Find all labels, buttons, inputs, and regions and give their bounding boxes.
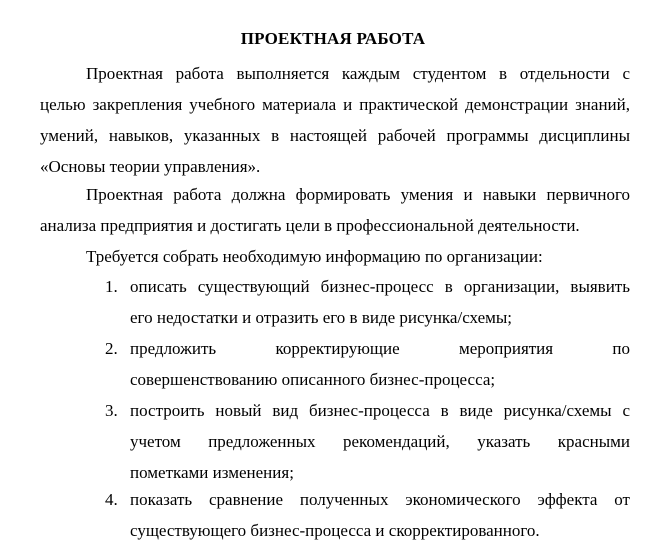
list-item-line: предложить корректирующие мероприятия по	[130, 339, 630, 358]
list-item-line: существующего бизнес-процесса и скорректированного.	[130, 521, 540, 540]
paragraph-line: Проектная работа выполняется каждым студентом в отдельности с	[86, 64, 630, 83]
list-item-line: совершенствованию описанного бизнес-процесса;	[130, 370, 496, 389]
list-item-number: 3.	[105, 401, 118, 420]
list-item-line: описать существующий бизнес-процесс в организации, выявить	[130, 277, 630, 296]
paragraph-requirement	[40, 241, 630, 272]
list-item-line: учетом предложенных рекомендаций, указать красными	[130, 432, 630, 451]
paragraph-intro	[40, 58, 630, 182]
paragraph-line: Требуется собрать необходимую информацию по организации:	[86, 247, 543, 266]
list-item-text	[130, 271, 630, 333]
list-item-line: пометками изменения;	[130, 463, 294, 482]
paragraph-line: целью закрепления учебного материала и практической демонстрации знаний,	[40, 95, 630, 114]
paragraph-line: анализа предприятия и достигать цели в профессиональной деятельности.	[40, 216, 580, 235]
paragraph-skills	[40, 179, 630, 241]
paragraph-line: Проектная работа должна формировать умения и навыки первичного	[86, 185, 630, 204]
list-item-text	[130, 333, 630, 395]
list-item-number: 2.	[105, 339, 118, 358]
document-title: ПРОЕКТНАЯ РАБОТА	[240, 29, 426, 48]
paragraph-line: умений, навыков, указанных в настоящей рабочей программы дисциплины	[40, 126, 630, 145]
list-item-line: построить новый вид бизнес-процесса в виде рисунка/схемы с	[130, 401, 630, 420]
list-item-text	[130, 395, 630, 488]
list-item-number: 1.	[105, 277, 118, 296]
list-item-line: его недостатки и отразить его в виде рисунка/схемы;	[130, 308, 513, 327]
list-item-number: 4.	[105, 490, 118, 509]
paragraph-line: «Основы теории управления».	[40, 157, 261, 176]
list-item-line: показать сравнение полученных экономического эффекта от	[130, 490, 630, 509]
list-item-text	[130, 484, 630, 546]
